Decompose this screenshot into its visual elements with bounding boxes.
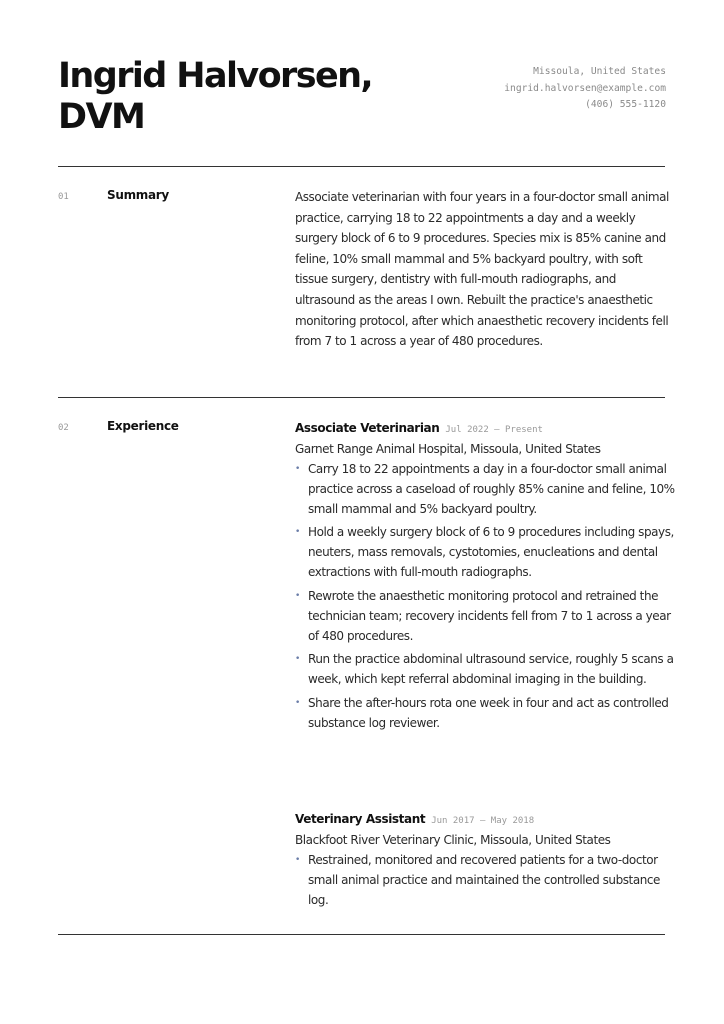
job-bullets — [295, 850, 675, 910]
job-header — [295, 810, 675, 830]
bullet-icon: • — [295, 464, 300, 474]
bullet-icon: • — [295, 654, 300, 665]
bullet-text: Hold a weekly surgery block of 6 to 9 procedures including spays, neuters, mass removals, cystotomies, enucleations and dental extractions with full-mouth radiographs. — [308, 525, 674, 580]
section-number: 02 — [58, 423, 69, 433]
summary-text: Associate veterinarian with four years in a four-doctor small animal practice, carrying 18 to 22 appointments a day and a weekly surgery block of 6 to 9 procedures. Species mix is 85% canine and feline, 10% small mammal and 5% backyard poultry, with soft tissue surgery, dentistry with full-mouth radiographs, and ultrasound as the areas I own. Rebuilt the practice's anaesthetic monitoring protocol, after which anaesthetic recovery incidents fell from 7 to 1 across a year of 480 procedures. — [295, 190, 669, 349]
contact-phone[interactable]: (406) 555-1120 — [585, 99, 666, 110]
bullet-icon: • — [295, 527, 300, 538]
job-title: Veterinary Assistant — [295, 812, 426, 826]
contact-email[interactable]: ingrid.halvorsen@example.com — [504, 82, 666, 94]
bullet-item — [295, 459, 675, 519]
bullet-text: Carry 18 to 22 appointments a day in a four-doctor small animal practice across a caseload of roughly 85% canine and feline, 10% small mammal and 5% backyard poultry. — [308, 462, 675, 516]
job-employer: Blackfoot River Veterinary Clinic, Missoula, United States — [295, 833, 611, 847]
section-title-experience: Experience — [107, 419, 179, 433]
contact-location: Missoula, United States — [533, 66, 666, 77]
job-header — [295, 419, 675, 439]
bullet-item — [295, 850, 675, 910]
bullet-text: Run the practice abdominal ultrasound service, roughly 5 scans a week, which kept referral abdominal imaging in the building. — [308, 652, 674, 687]
bullet-item — [295, 586, 675, 646]
job-entry — [295, 810, 675, 913]
candidate-name: Ingrid Halvorsen, DVM — [58, 56, 373, 137]
job-title: Associate Veterinarian — [295, 421, 440, 435]
bullet-icon: • — [295, 697, 300, 708]
bullet-item — [295, 649, 675, 689]
job-dates: Jul 2022 — Present — [445, 425, 543, 435]
bullet-item — [295, 522, 675, 582]
job-bullets — [295, 459, 675, 733]
bullet-text: Share the after-hours rota one week in four and act as controlled substance log reviewer. — [308, 695, 669, 730]
section-title-summary: Summary — [107, 188, 169, 202]
summary-content — [295, 187, 675, 352]
section-number: 01 — [58, 192, 69, 202]
bullet-icon: • — [295, 590, 300, 601]
section-divider — [58, 934, 665, 935]
bullet-text: Restrained, monitored and recovered patients for a two-doctor small animal practice and maintained the controlled substance log. — [308, 853, 660, 907]
contact-block — [504, 64, 666, 114]
job-dates: Jun 2017 — May 2018 — [431, 816, 535, 826]
bullet-text: Rewrote the anaesthetic monitoring protocol and retrained the technician team; recovery incidents fell from 7 to 1 across a year of 480 procedures. — [308, 588, 671, 643]
section-divider — [58, 397, 665, 398]
job-employer: Garnet Range Animal Hospital, Missoula, United States — [295, 442, 601, 456]
bullet-item — [295, 693, 675, 733]
job-entry — [295, 419, 675, 736]
bullet-icon: • — [295, 855, 300, 865]
section-divider — [58, 166, 665, 167]
